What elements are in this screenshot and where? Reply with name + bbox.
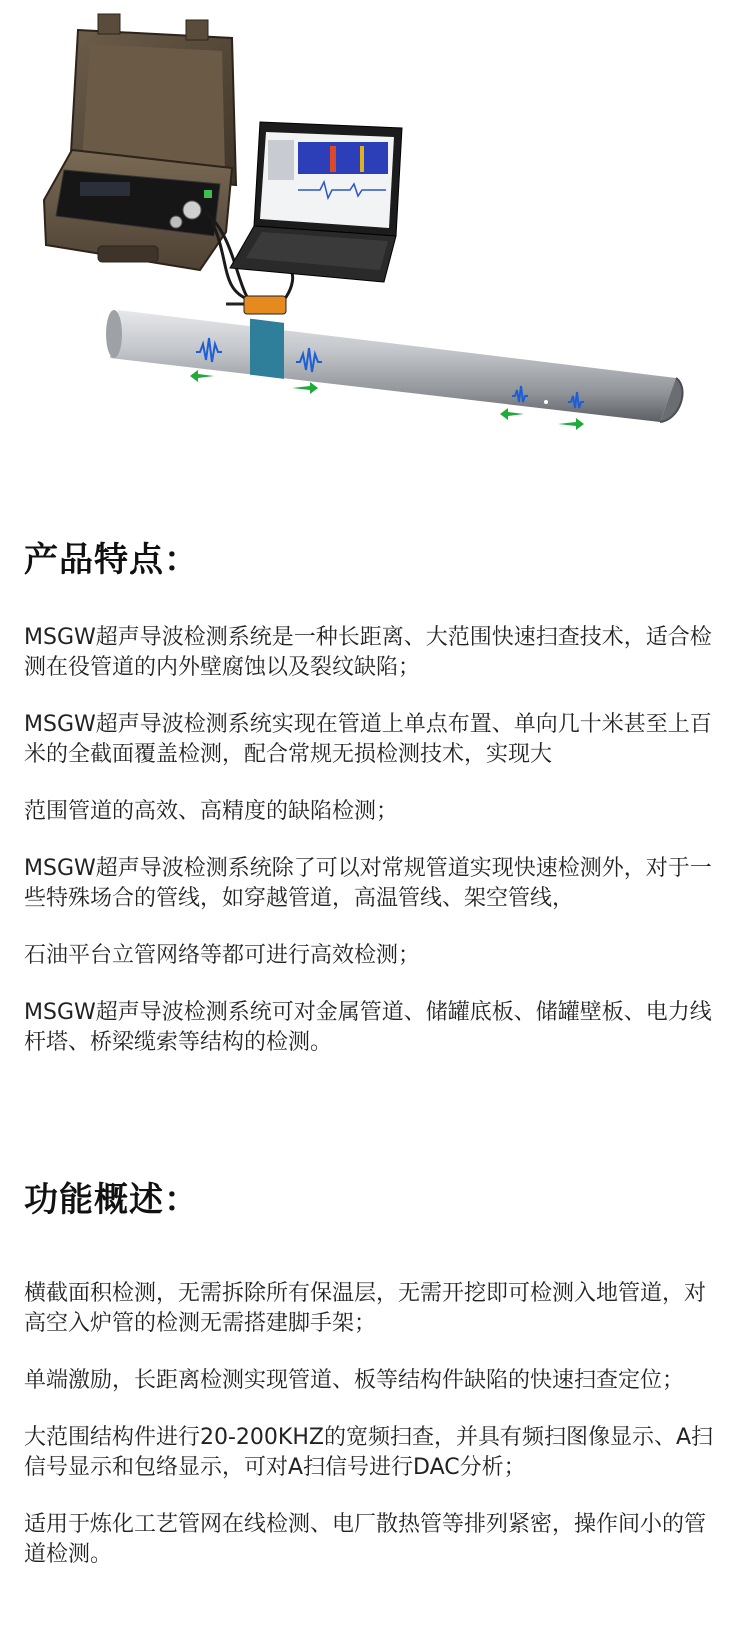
screen-spectrogram [298,142,388,174]
functions-paragraph: 单端激励，长距离检测实现管道、板等结构件缺陷的快速扫查定位； [24,1368,685,1393]
arrow-right-icon [558,418,584,430]
features-paragraph: 范围管道的高效、高精度的缺陷检测； [24,799,399,824]
features-paragraph: MSGW超声导波检测系统是一种长距离、大范围快速扫查技术，适合检测在役管道的内外壁腐蚀以及裂纹缺陷； [24,625,712,680]
features-paragraph: 石油平台立管网络等都可进行高效检测； [24,943,421,968]
preamp-sensor-box [244,296,286,314]
features-paragraph: MSGW超声导波检测系统可对金属管道、储罐底板、储罐壁板、电力线杆塔、桥梁缆索等结构的检测。 [24,1000,712,1055]
screen-left-panel [268,140,294,180]
arrow-left-icon [190,370,214,382]
arrow-left-icon [500,408,524,420]
functions-paragraph: 横截面积检测，无需拆除所有保温层，无需开挖即可检测入地管道，对高空入炉管的检测无需搭建脚手架； [24,1281,707,1336]
screen-spectrogram-band-2 [360,146,364,172]
lid-latch-right [186,20,208,40]
pipe [106,296,683,422]
transducer-collar [250,319,284,379]
functions-paragraph: 大范围结构件进行20-200KHZ的宽频扫查，并具有频扫图像显示、A扫信号显示和包络显示，可对A扫信号进行DAC分析； [24,1425,714,1480]
functions-heading: 功能概述： [24,1180,199,1220]
functions-section [24,1172,724,1597]
arrow-right-icon [292,382,318,394]
pipe-left-end [106,310,122,358]
case-handle [98,246,158,262]
defect-marker [544,400,548,404]
panel-indicator [204,190,212,198]
pipe-body [110,310,676,422]
product-illustration [0,0,750,470]
panel-connector [183,201,201,219]
features-heading: 产品特点： [24,540,199,580]
laptop [230,122,402,282]
panel-knob [170,216,182,228]
functions-paragraph: 适用于炼化工艺管网在线检测、电厂散热管等排列紧密，操作间小的管道检测。 [24,1512,707,1567]
instrument-case [44,14,236,270]
panel-display [80,182,130,196]
features-paragraph: MSGW超声导波检测系统实现在管道上单点布置、单向几十米甚至上百米的全截面覆盖检测，配合常规无损检测技术，实现大 [24,712,712,767]
features-paragraph: MSGW超声导波检测系统除了可以对常规管道实现快速检测外，对于一些特殊场合的管线，如穿越管道，高温管线、架空管线， [24,856,712,911]
features-section [24,532,724,1085]
screen-spectrogram-band [330,146,336,172]
lid-latch-left [98,14,120,34]
